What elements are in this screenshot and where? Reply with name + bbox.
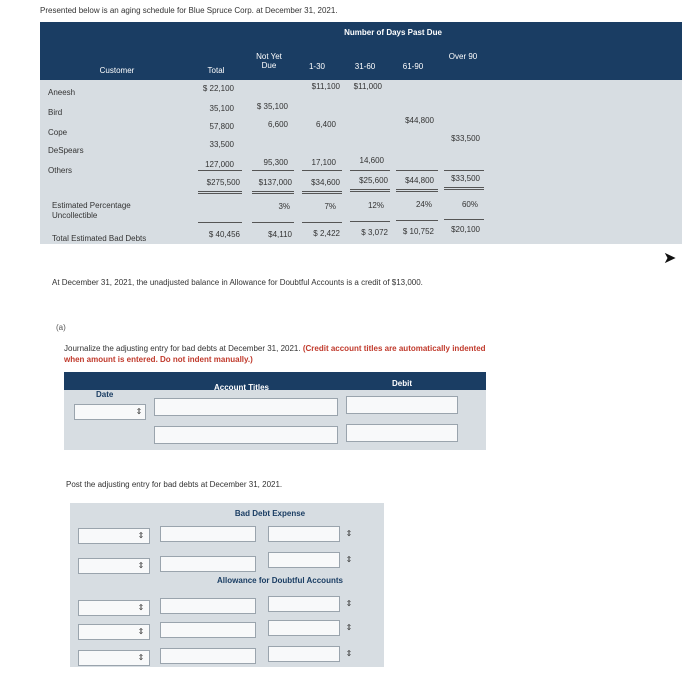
intro-text: Presented below is an aging schedule for Blue Spruce Corp. at December 31, 2021. xyxy=(40,6,338,15)
bad-debt-rule xyxy=(350,221,390,222)
ledger-stepper-icon[interactable]: ⇕ xyxy=(345,529,353,538)
total-not-yet-due: $137,000 xyxy=(258,178,292,187)
bad-debt-over-90: $20,100 xyxy=(451,225,480,234)
double-rule xyxy=(396,191,438,192)
days-past-due-header: Number of Days Past Due xyxy=(344,28,442,37)
total-rule xyxy=(396,170,438,171)
percent-31-60: 12% xyxy=(367,201,384,210)
debit-input[interactable] xyxy=(346,424,458,442)
ledger-stepper-icon[interactable]: ⇕ xyxy=(137,627,145,636)
customer-name: Aneesh xyxy=(48,88,76,97)
allowance-title: Allowance for Doubtful Accounts xyxy=(217,576,343,585)
total-1-30: $34,600 xyxy=(311,178,340,187)
cell-1-30: $11,100 xyxy=(311,82,340,91)
over-90-header: Over 90 xyxy=(448,52,478,61)
percent-1-30: 7% xyxy=(324,202,336,211)
cell-31-60: $11,000 xyxy=(353,82,382,91)
instruction-note: (Credit account titles are automatically indented when amount is entered. Do not indent manually.) xyxy=(64,344,486,364)
ledger-date-select[interactable] xyxy=(268,620,340,636)
bad-debt-rule xyxy=(444,219,484,220)
cell-not-yet-due: $ 35,100 xyxy=(256,102,288,111)
days-61-90-header: 61-90 xyxy=(402,62,424,71)
cell-total: 127,000 xyxy=(205,160,234,169)
bad-debt-31-60: $ 3,072 xyxy=(361,228,388,237)
customer-name: Cope xyxy=(48,128,68,137)
total-header: Total xyxy=(207,66,225,75)
double-rule xyxy=(302,191,342,192)
double-rule xyxy=(198,191,242,192)
ledger-amount-input[interactable] xyxy=(160,598,256,614)
ledger-amount-input[interactable] xyxy=(160,648,256,664)
ledger-date-select[interactable] xyxy=(268,646,340,662)
double-rule xyxy=(396,189,438,190)
account-titles-header: Account Titles xyxy=(214,383,269,392)
cell-total: 57,800 xyxy=(209,122,234,131)
total-31-60: $25,600 xyxy=(359,176,388,185)
bad-debt-total: $ 40,456 xyxy=(208,230,240,239)
bad-debt-rule xyxy=(198,222,242,223)
cell-total: 35,100 xyxy=(209,104,234,113)
cell-not-yet-due: 6,600 xyxy=(267,120,288,129)
bad-debt-rule xyxy=(302,222,342,223)
post-entry-instructions: Post the adjusting entry for bad debts at December 31, 2021. xyxy=(66,480,283,489)
percent-not-yet-due: 3% xyxy=(278,202,290,211)
date-stepper-icon[interactable]: ⇕ xyxy=(135,407,143,416)
ledger-stepper-icon[interactable]: ⇕ xyxy=(137,531,145,540)
allowance-note: At December 31, 2021, the unadjusted balance in Allowance for Doubtful Accounts is a credit of $13,000. xyxy=(52,278,423,287)
ledger-stepper-icon[interactable]: ⇕ xyxy=(345,599,353,608)
account-title-input[interactable] xyxy=(154,398,338,416)
bad-debt-expense-title: Bad Debt Expense xyxy=(234,509,306,518)
instruction-main: Journalize the adjusting entry for bad debts at December 31, 2021. xyxy=(64,344,301,353)
ledger-stepper-icon[interactable]: ⇕ xyxy=(137,603,145,612)
total-rule xyxy=(302,170,342,171)
ledger-stepper-icon[interactable]: ⇕ xyxy=(345,649,353,658)
double-rule xyxy=(198,193,242,194)
ledger-date-select[interactable] xyxy=(268,526,340,542)
not-yet-due-header: Not Yet Due xyxy=(256,52,282,70)
bad-debt-1-30: $ 2,422 xyxy=(313,229,340,238)
journal-header-bar xyxy=(64,372,486,390)
cell-1-30: 6,400 xyxy=(315,120,336,129)
debit-header: Debit xyxy=(392,379,412,388)
double-rule xyxy=(252,191,294,192)
debit-input[interactable] xyxy=(346,396,458,414)
bad-debts-label: Total Estimated Bad Debts xyxy=(52,234,147,243)
percent-label: Estimated Percentage Uncollectible xyxy=(52,201,131,220)
bad-debt-61-90: $ 10,752 xyxy=(402,227,434,236)
total-total: $275,500 xyxy=(206,178,240,187)
ledger-stepper-icon[interactable]: ⇕ xyxy=(345,623,353,632)
cell-over-90: $33,500 xyxy=(451,134,480,143)
date-header: Date xyxy=(96,390,114,399)
cell-total: 33,500 xyxy=(209,140,234,149)
customer-header: Customer xyxy=(99,66,135,75)
double-rule xyxy=(350,189,390,190)
days-1-30-header: 1-30 xyxy=(308,62,325,71)
mouse-pointer-icon: ➤ xyxy=(663,250,677,267)
total-rule xyxy=(252,170,294,171)
part-a-label: (a) xyxy=(56,323,66,332)
total-rule xyxy=(350,170,390,171)
ledger-amount-input[interactable] xyxy=(160,622,256,638)
double-rule xyxy=(444,189,484,190)
percent-61-90: 24% xyxy=(415,200,432,209)
ledger-stepper-icon[interactable]: ⇕ xyxy=(137,561,145,570)
double-rule xyxy=(350,191,390,192)
ledger-amount-input[interactable] xyxy=(160,556,256,572)
bad-debt-rule xyxy=(252,222,294,223)
total-rule xyxy=(198,170,242,171)
customer-name: Bird xyxy=(48,108,63,117)
customer-name: Others xyxy=(48,166,73,175)
ledger-date-select[interactable] xyxy=(268,552,340,568)
double-rule xyxy=(302,193,342,194)
total-rule xyxy=(444,170,484,171)
days-31-60-header: 31-60 xyxy=(354,62,376,71)
bad-debt-not-yet-due: $4,110 xyxy=(268,230,292,239)
account-title-input[interactable] xyxy=(154,426,338,444)
cell-total: $ 22,100 xyxy=(202,84,234,93)
ledger-amount-input[interactable] xyxy=(160,526,256,542)
ledger-stepper-icon[interactable]: ⇕ xyxy=(137,653,145,662)
cell-61-90: $44,800 xyxy=(405,116,434,125)
cell-not-yet-due: 95,300 xyxy=(263,158,288,167)
customer-name: DeSpears xyxy=(48,146,84,155)
double-rule xyxy=(252,193,294,194)
total-61-90: $44,800 xyxy=(405,176,434,185)
ledger-stepper-icon[interactable]: ⇕ xyxy=(345,555,353,564)
ledger-date-select[interactable] xyxy=(268,596,340,612)
cell-31-60: 14,600 xyxy=(359,156,384,165)
percent-over-90: 60% xyxy=(461,200,478,209)
double-rule xyxy=(444,187,484,188)
journal-instructions xyxy=(64,343,504,365)
cell-1-30: 17,100 xyxy=(311,158,336,167)
bad-debt-rule xyxy=(396,220,438,221)
total-over-90: $33,500 xyxy=(451,174,480,183)
